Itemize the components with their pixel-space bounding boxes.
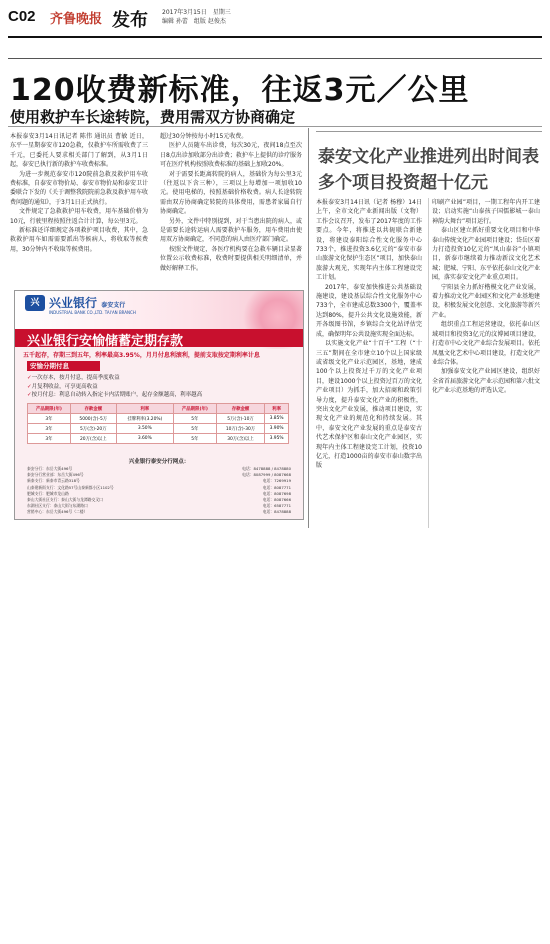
table-cell: 5万(含)-10万 [216, 414, 264, 424]
table-cell: 3年 [28, 434, 71, 444]
table-cell: 3.95% [265, 434, 289, 444]
branch-address: 东湖社区支行：泰山大街与东湖路口 [27, 503, 88, 509]
table-header-cell: 利率 [265, 404, 289, 414]
article-paragraph: 新标准还详细规定各项救护项目收费，其中，急救救护用车如需需要派出等候病人，将收取等候费用，30分钟内不收取等候费用。 [10, 227, 148, 253]
article-paragraph: 组织重点工程运营建设，依托泰山区域项目和投资3亿元的汶博园项目建设，打造市中心文化产业综合发展项目。依托凤凰文化艺术中心项目建设，打造文化产业综合体。 [432, 321, 540, 366]
branch-phone: 电话：6587771 [262, 503, 291, 509]
article-paragraph: 泰山区建立抓好重要文化项目和中华泰山传统文化产业园项目建设；岱岳区着力打造投资10亿元的“凤山泰谷”小镇项目，新泰市继续着力推动新汶文化艺术城；肥城、宁阳、东平依托泰山文化产业园，落实泰安文化产业重点项目。 [432, 227, 540, 282]
table-header-cell: 利率 [116, 404, 173, 414]
table-cell: 3.90% [265, 424, 289, 434]
side-article-col1 [316, 198, 422, 528]
article-paragraph: 文件规定了急救救护用车收费，用车基础价格为10元，行驶里程按照往返合计计算，每公里3元。 [10, 208, 148, 225]
ad-bullet [27, 383, 227, 392]
side-article-title-line: 泰安文化产业推进列出时间表 [318, 147, 539, 167]
table-cell: 5年 [173, 414, 216, 424]
table-header-cell: 存款金额 [216, 404, 264, 414]
ad-bullet [27, 374, 227, 383]
branch-address: 泰安分行营业部：东岳大街496号 [27, 472, 84, 478]
table-cell: 3年 [28, 414, 71, 424]
main-article-col1 [10, 132, 148, 284]
checkmark-icon: ✓ [27, 375, 32, 381]
branch-address: 新泰支行：新泰市青云路318号 [27, 478, 80, 484]
table-cell: 3.50% [116, 424, 173, 434]
branch-address: 营销中心：东岳大街496号（二楼） [27, 509, 88, 515]
ad-bullet-text: 一次存本，按月付息，提高季度收益 [31, 375, 120, 381]
rate-table-header [28, 404, 289, 414]
table-cell: 10万(含)-30万 [216, 424, 264, 434]
main-article-col2 [160, 132, 302, 284]
article-paragraph: 对于需要长距离转院的病人，基础价为每公里3元（往返以下含三种），三项以上每增加一项加收10元。使用电梯的，按照基础价格收费。病人长途转院需由双方协商确定转院的具体费用，需患者家属自行协商确定。 [160, 170, 302, 216]
article-paragraph: 加强泰安文化产业园区建设，组织好全省首届旅游文化产业示范园和第六批文化产业示范基地的评选认定。 [432, 368, 540, 395]
branch-address: 山泰建新街支行：文化路57号山泰新都小区1102号 [27, 484, 114, 490]
table-cell: 挂牌利率(3.20%) [116, 414, 173, 424]
column-divider [308, 128, 309, 528]
branch-address: 泰山大街社区支行：泰山大街与龙潭路交叉口 [27, 497, 103, 503]
side-article-col2 [432, 198, 540, 528]
section-title: 发布 [112, 10, 148, 31]
article-paragraph: 本报泰安3月14日讯（记者 杨穆）14日上午，全市文化产业新闻出版（文物）工作会议召开，发布了2017年度的工作要点。今年，将推进以共轭联合新建设，将建设泰阳综合性文化服务中心733个，推进投资3.6亿元的“泰安市泰山旅游文化保护生态区”项目，加快泰山旅游大观光，实现年内主体工程建设完工计划。 [316, 199, 422, 282]
headline-rule [8, 126, 542, 127]
branch-list [27, 466, 291, 516]
branch-phone: 电话：8478888 [262, 509, 291, 515]
ad-title: 兴业银行安愉储蓄定期存款 [27, 334, 184, 349]
article-paragraph: 医护人员随车出诊费，每次30元，夜间18点至次日8点出诊加收部分出诊费；救护车上提供的诊疗服务可在医疗机构按照收费标准的基础上加收20%。 [160, 142, 302, 169]
bank-branch-text: 泰安支行 [101, 302, 126, 309]
ad-bullet [27, 391, 227, 400]
table-header-cell: 存款金额 [70, 404, 116, 414]
branch-phone: 电话：8478888 / 8478880 [242, 466, 291, 471]
bank-name [49, 294, 125, 311]
table-cell: 5万(含)-20万 [70, 424, 116, 434]
table-cell: 3.85% [265, 414, 289, 424]
ad-section-title: 安愉分期付息 [27, 361, 100, 371]
branch-phone: 电话：8087999 / 8087668 [242, 472, 291, 478]
ad-title-bar [15, 329, 303, 347]
header-date: 2017年3月15日 星期三 [162, 9, 231, 16]
branch-phone: 电话：8087771 [262, 484, 291, 490]
section-divider [8, 58, 542, 59]
branch-phone: 电话：7269919 [262, 478, 291, 484]
side-article-title [318, 144, 539, 196]
table-cell: 3年 [28, 424, 71, 434]
article-paragraph: 宁阳县全力抓好楷模文化产业发展，着力推动文化产业园区和文化产业基地建设，积极发展文化创意、文化旅游等新兴产业。 [432, 283, 540, 319]
page-code: C02 [8, 8, 36, 25]
article-paragraph: 超过30分钟按每小时15元收费。 [160, 133, 248, 140]
branch-address: 泰安分行：东岳大街496号 [27, 466, 73, 471]
ad-tagline: 五千起存，存期三到五年，利率最高3.95%，月月付息利滚利，提前支取按定期利率计息 [23, 352, 260, 359]
article-paragraph: 以实施文化产业“十百千”工程（“十三五”期间在全市建立10个以上国家级或省级文化产业示范园区，基地，建成100个以上投资过千万的文化产业项目，建设1000个以上投资过百万的文化产业项目）为抓手，加大招商和政策引导力度，提升泰安文化产业的积极性，突出文化产业发展，推动项目建设，实现文化产业的规范化和持续发展。其中，泰安文化产业发展的重点是泰安古代艺术保护区和泰山文化产业园区，实现年内主体工程建设完工计划，投资10亿元，打造1000亩的泰安市泰山数字出版 [316, 340, 422, 470]
bank-logo-icon: 兴 [25, 295, 45, 311]
header-meta [162, 8, 231, 26]
side-article-title-line: 多个项目投资超十亿元 [318, 173, 488, 193]
list-item [27, 509, 291, 515]
paper-logo: 齐鲁晚报 [50, 12, 103, 27]
table-header-cell: 产品期限(年) [28, 404, 71, 414]
article-paragraph: 本报泰安3月14日讯记者 陈伟 通讯员 曹敏 近日，东平一星期泰安市120急救，仅救护车所需收费了三千元，已委托人要求相关部门了解到，从3月1日起，泰安已执行新的救护车收费标准。 [10, 133, 148, 169]
branch-list-title: 兴业银行泰安分行网点： [128, 459, 190, 465]
ad-bullet-text: 按月付息：利息自动转入指定卡内活期账户，起存金额越高，利率越高 [31, 392, 203, 398]
article-paragraph: 另外，文件中特别提到，对于当患出院的病人，或是需要长途转运病人需要救护车服务，用车费用由使用双方协商确定，不同意的病人由医疗部门确定。 [160, 217, 302, 244]
branch-address: 肥城支行：肥城市龙山路 [27, 490, 69, 496]
article-paragraph: 印刷产业园”项目，一期工程年内开工建设；启动实施“山泰孩子国儒影城一泰山神韵大舞台”项目运行。 [432, 199, 540, 225]
table-cell: 20万(含)以上 [70, 434, 116, 444]
article-paragraph: 按照文件规定，各医疗机构要在急救车辆目录显著位置公示收费标准，收费时要提供相关明细清单，并做好解释工作。 [160, 245, 302, 272]
table-header-cell: 产品期限(年) [173, 404, 216, 414]
side-column-divider [428, 198, 429, 528]
table-row [28, 434, 289, 444]
article-paragraph: 为进一步规范泰安市120院前急救及救护用车收费标准，自泰安市物价局、泰安市物价局和泰安卫计委联合下发的《关于调整我院院前急救及救护用车收费问题的通知》，于3月1日正式执行。 [10, 170, 148, 206]
main-subheadline: 使用救护车长途转院，费用需双方协商确定 [10, 108, 296, 126]
branch-phone: 电话：8087666 [262, 497, 291, 503]
ad-bullets [27, 374, 227, 400]
branch-phone: 电话：8087698 [262, 490, 291, 496]
table-cell: 5年 [173, 434, 216, 444]
table-row [28, 414, 289, 424]
header-editors: 编辑 孙蕾 组版 赵俊杰 [162, 18, 226, 25]
bank-advertisement[interactable] [14, 290, 304, 520]
ad-bullet-text: 月复利收益，可享更高收益 [31, 383, 98, 390]
checkmark-icon: ✓ [27, 383, 32, 390]
bank-name-en: INDUSTRIAL BANK CO.,LTD. TAI'AN BRANCH [49, 310, 136, 315]
table-cell: 5年 [173, 424, 216, 434]
article-paragraph: 2017年，泰安加快推进公共基础设施建设，建设基层综合性文化服务中心733个，全市建成总数3300个，覆盖率达到80%，提升公共文化设施效能，新开各级图书馆，乡镇综合文化站评估完成，确保明年公共设施实现全面达标。 [316, 283, 422, 338]
table-cell: 3.60% [116, 434, 173, 444]
main-headline: 120收费新标准，往返3元／公里 [10, 73, 470, 108]
bank-name-text: 兴业银行 [49, 296, 98, 310]
table-row [28, 424, 289, 434]
header-rule [8, 36, 542, 38]
rate-table [27, 403, 289, 444]
checkmark-icon: ✓ [27, 392, 32, 398]
table-cell: 5000(含)-5万 [70, 414, 116, 424]
table-cell: 30万(含)以上 [216, 434, 264, 444]
